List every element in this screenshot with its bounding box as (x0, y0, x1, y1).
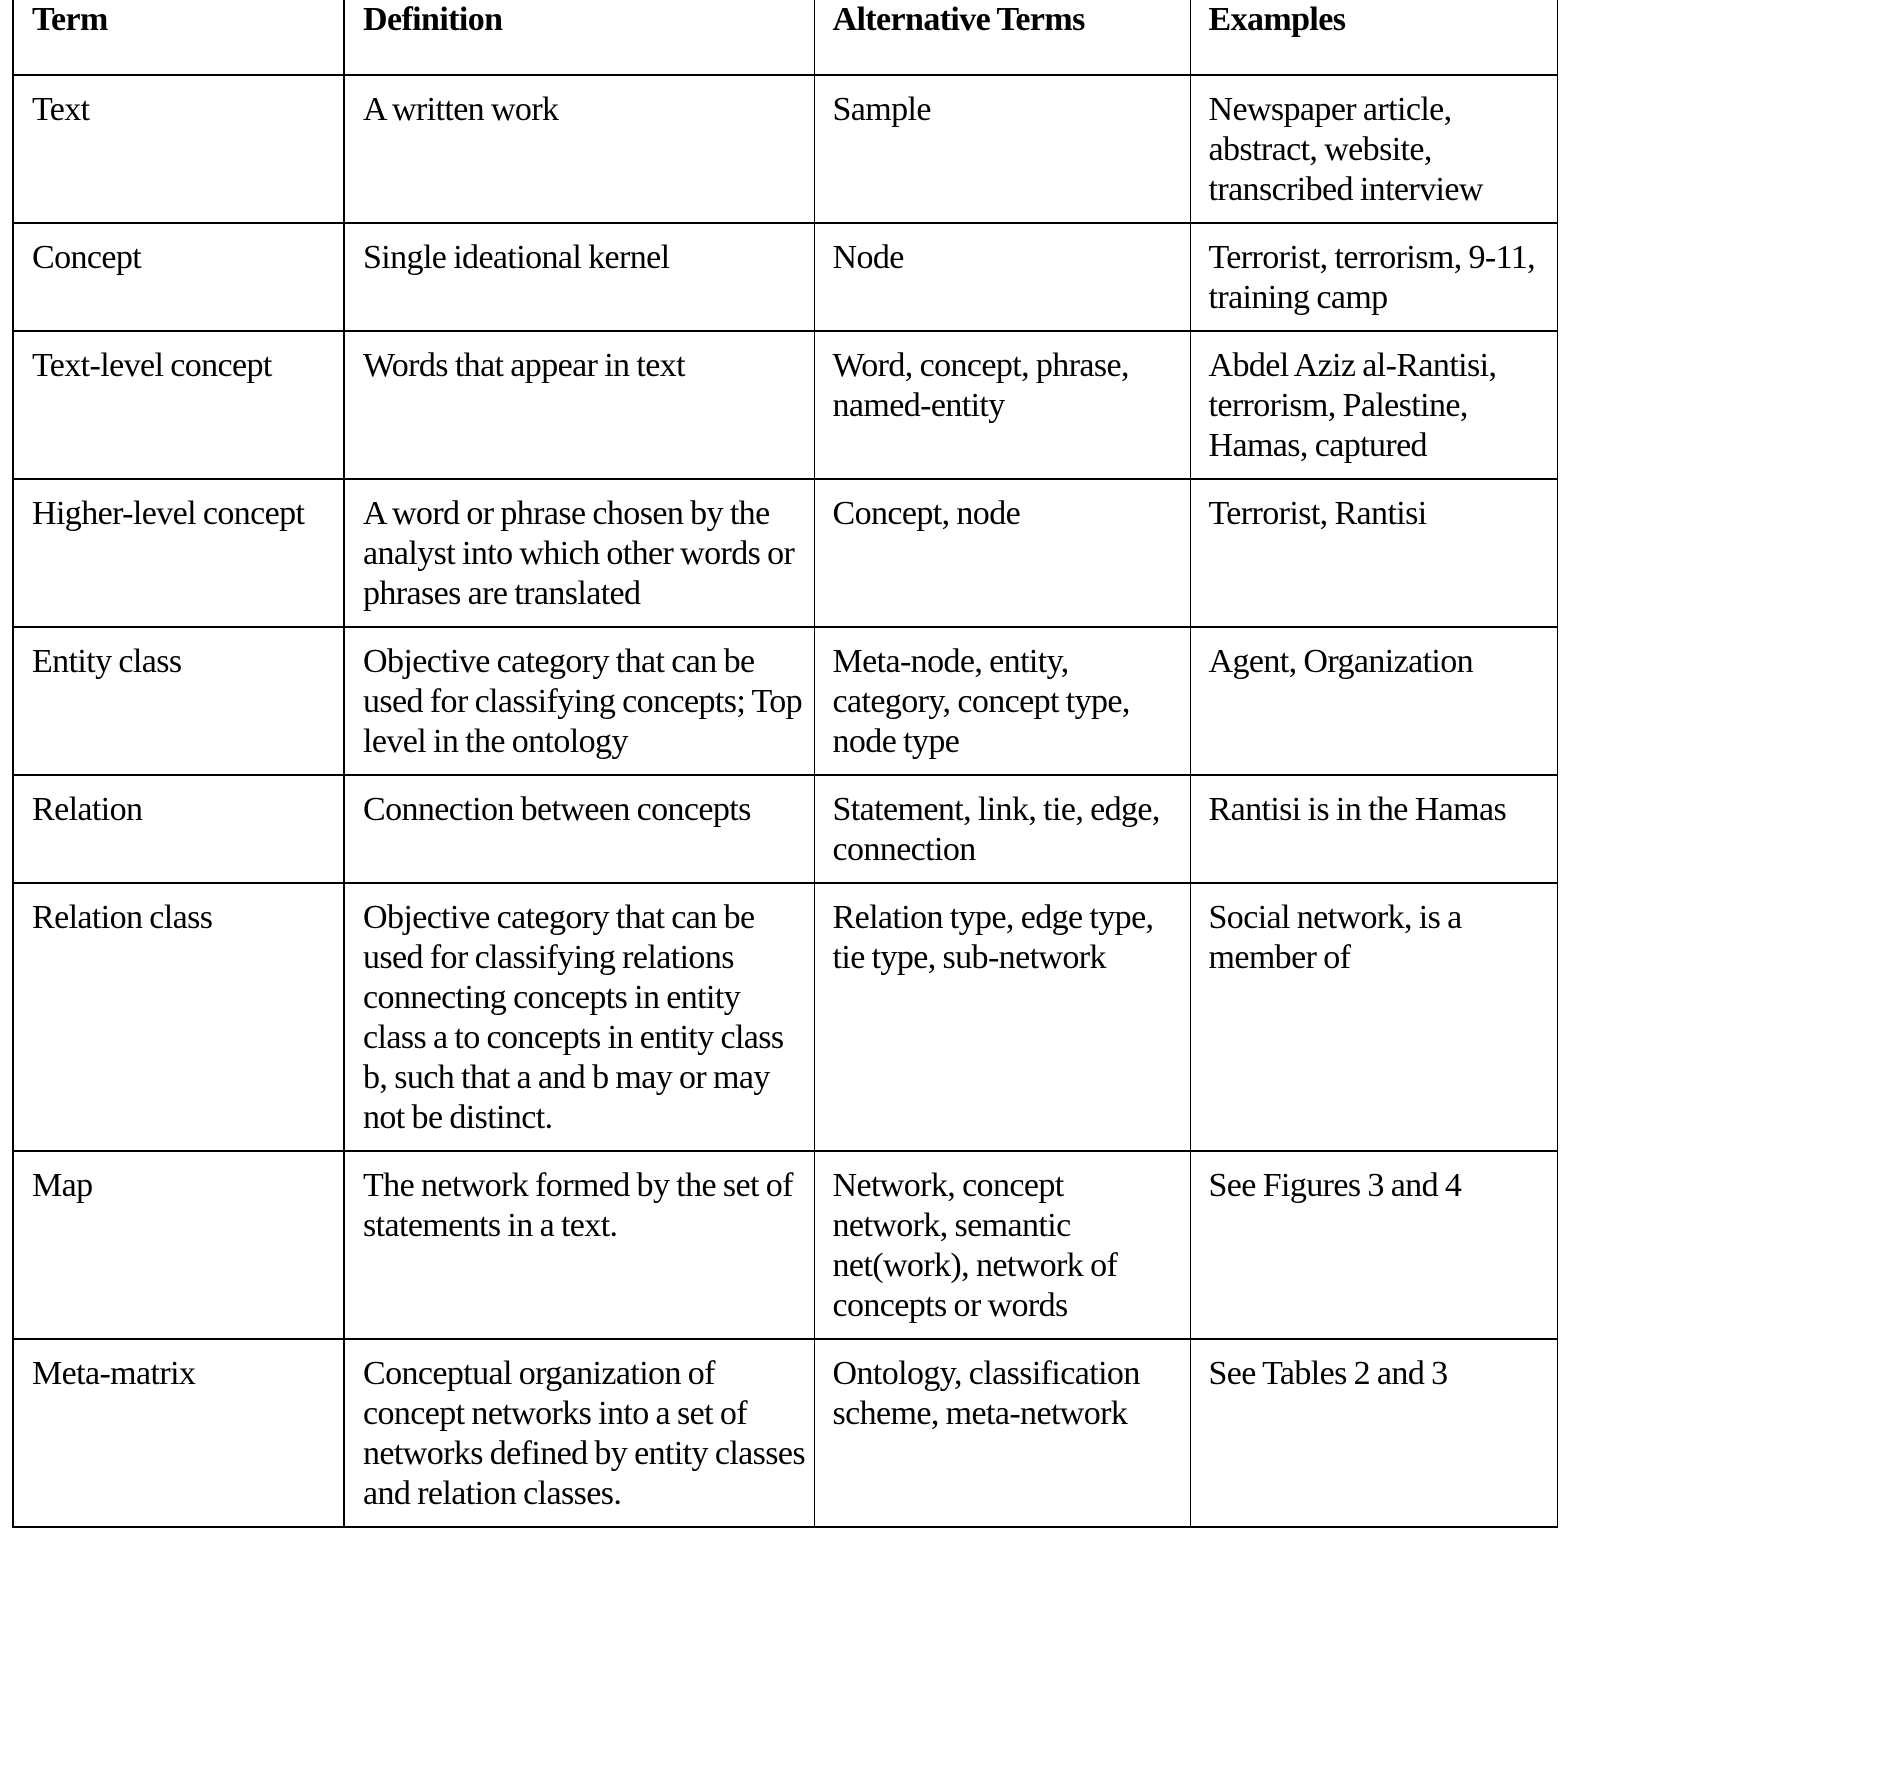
header-term: Term (13, 0, 344, 75)
cell-term: Text (13, 75, 344, 223)
cell-alternative-terms: Meta-node, entity, category, concept type, node type (814, 627, 1190, 775)
cell-definition: Connection between concepts (344, 775, 814, 883)
cell-term: Map (13, 1151, 344, 1339)
table-row (13, 883, 1557, 1151)
cell-definition: Conceptual organization of concept networks into a set of networks defined by entity classes and relation classes. (344, 1339, 814, 1527)
cell-term: Text-level concept (13, 331, 344, 479)
cell-term: Entity class (13, 627, 344, 775)
table-row (13, 331, 1557, 479)
cell-alternative-terms: Node (814, 223, 1190, 331)
table-header-row (13, 0, 1557, 75)
cell-alternative-terms: Ontology, classification scheme, meta-network (814, 1339, 1190, 1527)
cell-alternative-terms: Relation type, edge type, tie type, sub-network (814, 883, 1190, 1151)
table-row (13, 75, 1557, 223)
cell-alternative-terms: Statement, link, tie, edge, connection (814, 775, 1190, 883)
table-row (13, 1339, 1557, 1527)
cell-definition: Objective category that can be used for classifying relations connecting concepts in entity class a to concepts in entity class b, such that a and b may or may not be distinct. (344, 883, 814, 1151)
cell-term: Concept (13, 223, 344, 331)
header-definition: Definition (344, 0, 814, 75)
table-row (13, 775, 1557, 883)
terminology-table (12, 0, 1558, 1528)
cell-examples: Agent, Organization (1190, 627, 1557, 775)
table-row (13, 627, 1557, 775)
cell-term: Meta-matrix (13, 1339, 344, 1527)
cell-examples: Newspaper article, abstract, website, transcribed interview (1190, 75, 1557, 223)
cell-examples: See Figures 3 and 4 (1190, 1151, 1557, 1339)
table-row (13, 1151, 1557, 1339)
table-row (13, 479, 1557, 627)
cell-definition: A word or phrase chosen by the analyst into which other words or phrases are translated (344, 479, 814, 627)
cell-term: Relation (13, 775, 344, 883)
header-alternative-terms: Alternative Terms (814, 0, 1190, 75)
cell-alternative-terms: Word, concept, phrase, named-entity (814, 331, 1190, 479)
cell-definition: Words that appear in text (344, 331, 814, 479)
cell-examples: See Tables 2 and 3 (1190, 1339, 1557, 1527)
cell-definition: Objective category that can be used for classifying concepts; Top level in the ontology (344, 627, 814, 775)
header-examples: Examples (1190, 0, 1557, 75)
table-row (13, 223, 1557, 331)
cell-examples: Abdel Aziz al-Rantisi, terrorism, Palestine, Hamas, captured (1190, 331, 1557, 479)
cell-definition: The network formed by the set of statements in a text. (344, 1151, 814, 1339)
cell-examples: Rantisi is in the Hamas (1190, 775, 1557, 883)
cell-alternative-terms: Sample (814, 75, 1190, 223)
cell-term: Relation class (13, 883, 344, 1151)
cell-definition: Single ideational kernel (344, 223, 814, 331)
cell-examples: Terrorist, terrorism, 9-11, training camp (1190, 223, 1557, 331)
cell-examples: Social network, is a member of (1190, 883, 1557, 1151)
cell-definition: A written work (344, 75, 814, 223)
cell-term: Higher-level concept (13, 479, 344, 627)
cell-alternative-terms: Concept, node (814, 479, 1190, 627)
cell-alternative-terms: Network, concept network, semantic net(work), network of concepts or words (814, 1151, 1190, 1339)
cell-examples: Terrorist, Rantisi (1190, 479, 1557, 627)
